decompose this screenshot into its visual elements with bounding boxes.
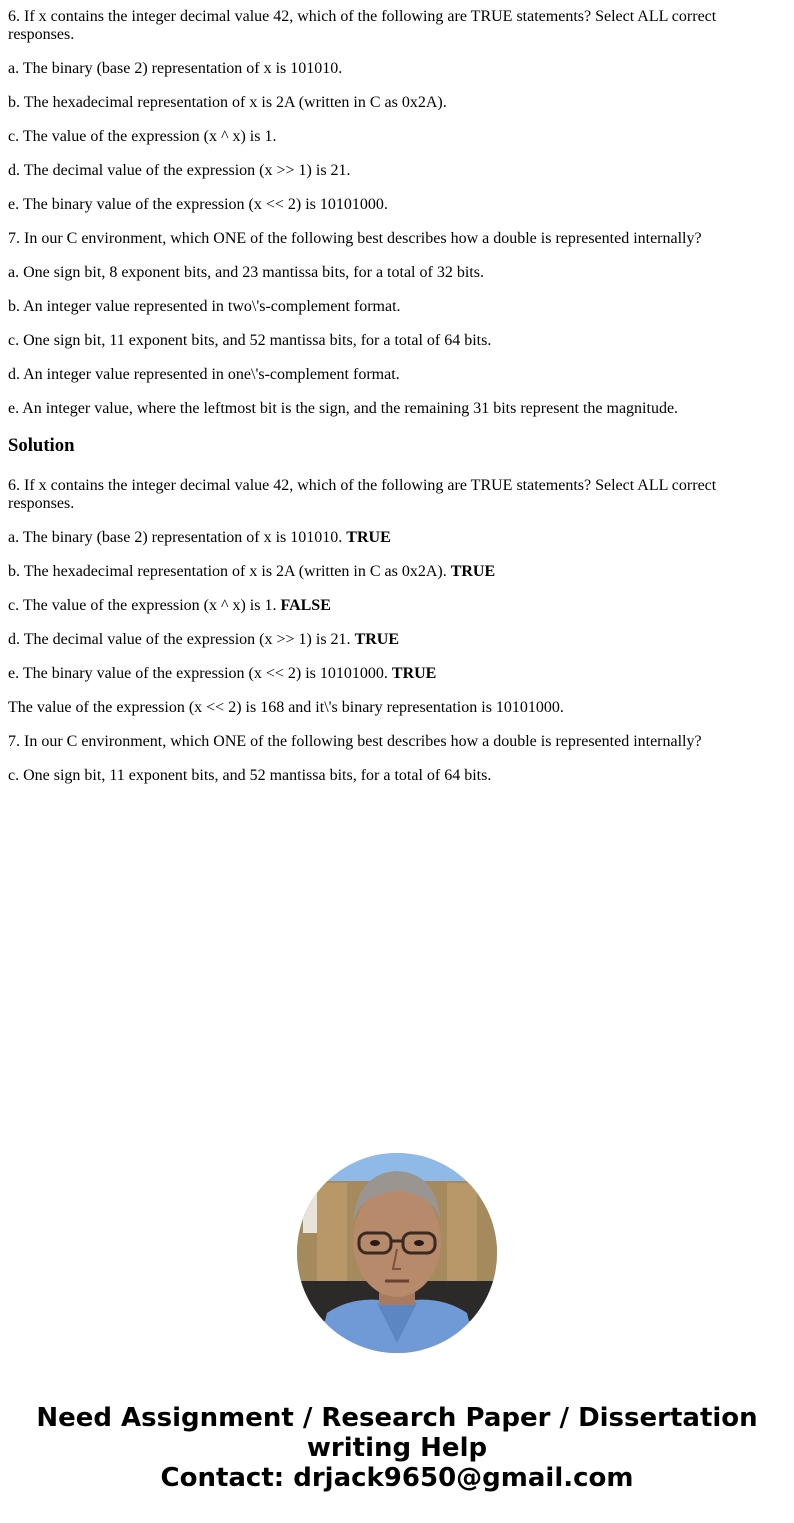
question-6-prompt: 6. If x contains the integer decimal value 42, which of the following are TRUE statements? Select ALL correct responses. [8,8,717,43]
answer-text: a. The binary (base 2) representation of x is 101010. [8,529,347,546]
answer-verdict: TRUE [391,665,437,682]
answer-text: c. The value of the expression (x ^ x) is 1. [8,597,281,614]
question-6-option-a: a. The binary (base 2) representation of x is 101010. [8,60,343,77]
solution-explanation: The value of the expression (x << 2) is 168 and it\'s binary representation is 10101000. [8,699,564,716]
answer-verdict: TRUE [346,529,391,546]
solution-heading: Solution [8,435,75,456]
question-6-option-c: c. The value of the expression (x ^ x) is 1. [8,128,277,145]
question-6-option-d: d. The decimal value of the expression (x >> 1) is 21. [8,162,351,179]
question-7-option-b: b. An integer value represented in two\'s-complement format. [8,298,401,315]
solution-q7-answer: c. One sign bit, 11 exponent bits, and 52 mantissa bits, for a total of 64 bits. [8,767,492,784]
promo-contact: Contact: drjack9650@gmail.com [160,1463,634,1493]
solution-q6-prompt: 6. If x contains the integer decimal value 42, which of the following are TRUE statements? Select ALL correct responses. [8,477,717,512]
question-7-option-c: c. One sign bit, 11 exponent bits, and 52 mantissa bits, for a total of 64 bits. [8,332,492,349]
solution-q6-answer-a [8,529,391,547]
answer-text: e. The binary value of the expression (x << 2) is 10101000. [8,665,392,682]
question-7-option-d: d. An integer value represented in one\'s-complement format. [8,366,400,383]
question-6-option-b: b. The hexadecimal representation of x is 2A (written in C as 0x2A). [8,94,447,111]
question-7-option-e: e. An integer value, where the leftmost bit is the sign, and the remaining 31 bits represent the magnitude. [8,400,679,417]
question-7-option-a: a. One sign bit, 8 exponent bits, and 23 mantissa bits, for a total of 32 bits. [8,264,484,281]
solution-q6-answer-b [8,563,495,581]
answer-verdict: FALSE [280,597,331,614]
answer-text: b. The hexadecimal representation of x is 2A (written in C as 0x2A). [8,563,451,580]
solution-q6-answer-e [8,665,436,683]
answer-verdict: TRUE [450,563,496,580]
answer-verdict: TRUE [354,631,400,648]
promo-line-1: Need Assignment / Research Paper / Dissertation [36,1403,758,1433]
person-photo-icon [297,1153,497,1353]
author-avatar [297,1153,497,1353]
solution-q6-answer-d [8,631,399,649]
promo-banner [0,1403,794,1493]
question-7-prompt: 7. In our C environment, which ONE of the following best describes how a double is represented internally? [8,230,702,247]
promo-line-2: writing Help [306,1433,488,1463]
question-6-option-e: e. The binary value of the expression (x << 2) is 10101000. [8,196,388,213]
solution-q6-answer-c [8,597,331,615]
solution-q7-prompt: 7. In our C environment, which ONE of the following best describes how a double is represented internally? [8,733,702,750]
answer-text: d. The decimal value of the expression (x >> 1) is 21. [8,631,355,648]
